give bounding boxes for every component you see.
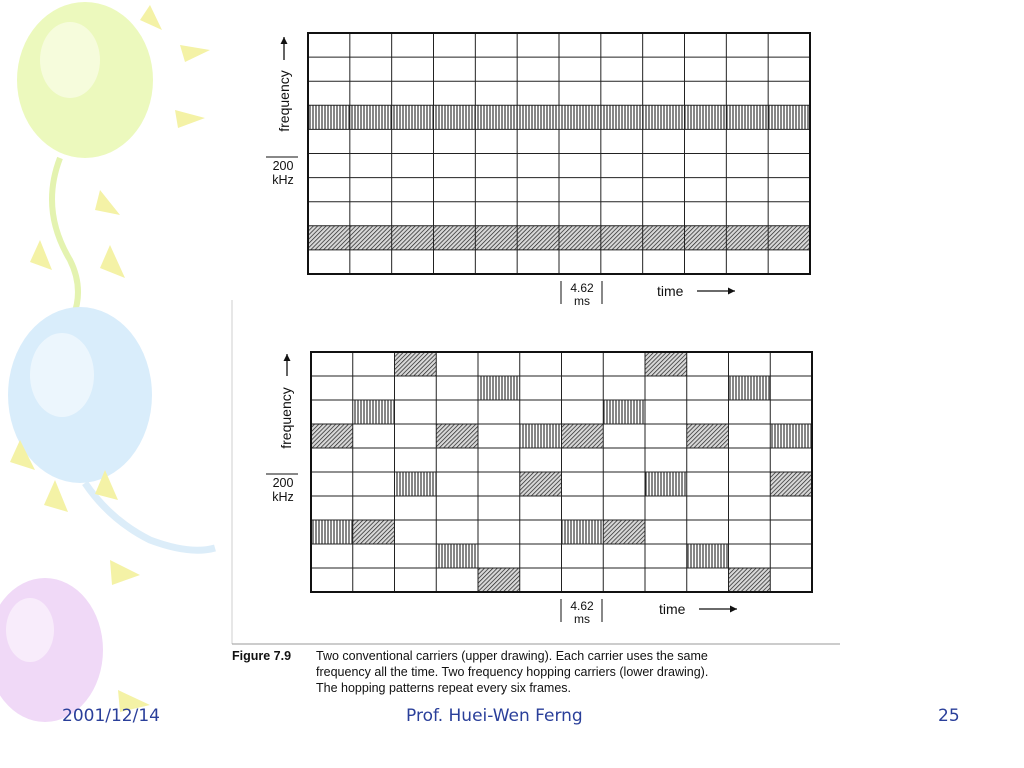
hatched-cell-diagonal <box>311 424 353 448</box>
hatched-cell-diagonal <box>562 424 604 448</box>
y-axis-arrow-head-icon <box>281 37 288 44</box>
hatched-cell-diagonal <box>395 352 437 376</box>
hatched-cell-diagonal <box>350 226 392 250</box>
x-axis-arrow-head-icon <box>728 288 735 295</box>
caption-text <box>316 648 856 696</box>
hatched-cell-diagonal <box>643 226 685 250</box>
slide-number: 25 <box>938 706 960 726</box>
spacing-label: 200 <box>272 476 294 490</box>
footer-author: Prof. Huei-Wen Ferng <box>406 706 583 726</box>
caption-line: frequency all the time. Two frequency hopping carriers (lower drawing). <box>316 665 709 679</box>
hatched-cell-diagonal <box>520 472 562 496</box>
hatched-cell-diagonal <box>770 472 812 496</box>
hatched-cell-diagonal <box>478 568 520 592</box>
hatched-cell-diagonal <box>687 424 729 448</box>
hatched-cell-diagonal <box>559 226 601 250</box>
hatched-cell-diagonal <box>517 226 559 250</box>
footer-date: 2001/12/14 <box>62 706 160 726</box>
hatched-cell-vertical <box>643 105 685 129</box>
x-axis-label: time <box>657 283 684 299</box>
hatched-cell-diagonal <box>685 226 727 250</box>
caption-line: Two conventional carriers (upper drawing). Each carrier uses the same <box>316 649 708 663</box>
hatched-cell-vertical <box>559 105 601 129</box>
hatched-cell-vertical <box>520 424 562 448</box>
conventional-carriers-diagram <box>266 33 810 308</box>
hatched-cell-vertical <box>478 376 520 400</box>
hatched-cell-diagonal <box>601 226 643 250</box>
hatched-cell-diagonal <box>726 226 768 250</box>
hatched-cell-vertical <box>770 424 812 448</box>
hatched-cell-vertical <box>308 105 350 129</box>
duration-label: 4.62 <box>570 599 594 613</box>
hatched-cell-diagonal <box>768 226 810 250</box>
hatched-cell-vertical <box>475 105 517 129</box>
hatched-cell-diagonal <box>729 568 771 592</box>
hatched-cell-diagonal <box>308 226 350 250</box>
hatched-cell-vertical <box>562 520 604 544</box>
duration-unit-label: ms <box>574 612 590 626</box>
y-axis-label: frequency <box>276 70 292 132</box>
y-axis-arrow-head-icon <box>284 354 291 361</box>
figure-number: Figure 7.9 <box>232 649 292 663</box>
hatched-cell-vertical <box>645 472 687 496</box>
spacing-unit-label: kHz <box>272 173 294 187</box>
hatched-cell-diagonal <box>353 520 395 544</box>
hatched-cell-vertical <box>687 544 729 568</box>
hatched-cell-diagonal <box>475 226 517 250</box>
hatched-cell-vertical <box>768 105 810 129</box>
hatched-cell-vertical <box>311 520 353 544</box>
hatched-cell-vertical <box>434 105 476 129</box>
frequency-hopping-diagram <box>266 352 812 626</box>
hatched-cell-vertical <box>350 105 392 129</box>
hatched-cell-vertical <box>395 472 437 496</box>
duration-unit-label: ms <box>574 294 590 308</box>
y-axis-label: frequency <box>278 387 294 449</box>
hatched-cell-vertical <box>603 400 645 424</box>
hatched-cell-diagonal <box>392 226 434 250</box>
duration-label: 4.62 <box>570 281 594 295</box>
x-axis-arrow-head-icon <box>730 606 737 613</box>
x-axis-label: time <box>659 601 686 617</box>
hatched-cell-diagonal <box>434 226 476 250</box>
hatched-cell-vertical <box>353 400 395 424</box>
spacing-label: 200 <box>272 159 294 173</box>
hatched-cell-vertical <box>436 544 478 568</box>
hatched-cell-vertical <box>729 376 771 400</box>
hatched-cell-vertical <box>517 105 559 129</box>
spacing-unit-label: kHz <box>272 490 294 504</box>
hatched-cell-diagonal <box>645 352 687 376</box>
hatched-cell-diagonal <box>603 520 645 544</box>
caption-line: The hopping patterns repeat every six frames. <box>316 681 571 695</box>
hatched-cell-vertical <box>685 105 727 129</box>
hatched-cell-vertical <box>726 105 768 129</box>
hatched-cell-vertical <box>601 105 643 129</box>
hatched-cell-vertical <box>392 105 434 129</box>
hatched-cell-diagonal <box>436 424 478 448</box>
